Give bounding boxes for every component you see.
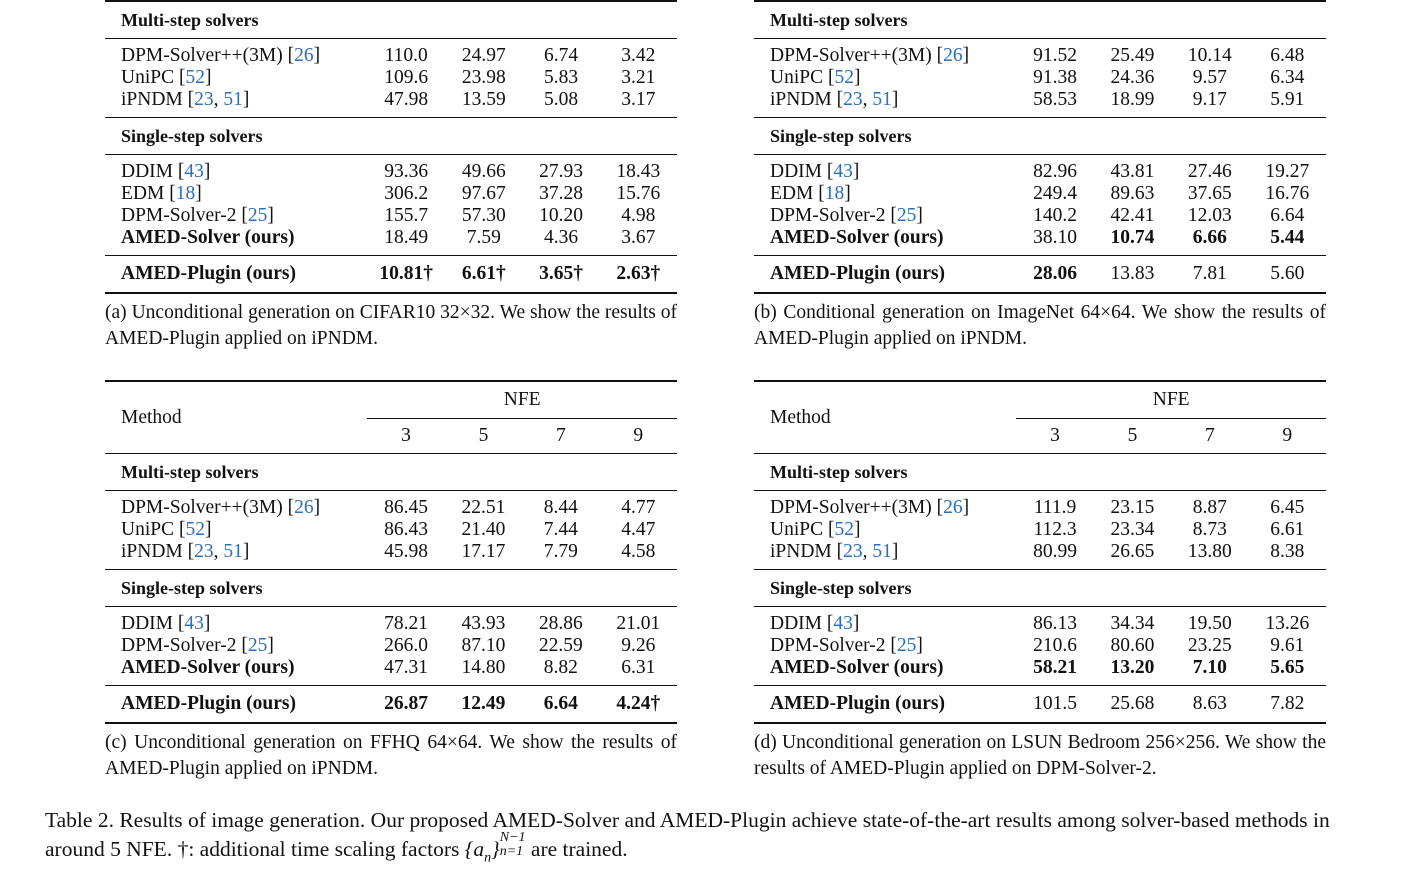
method-name: AMED-Plugin (ours) (105, 686, 367, 724)
table-row (754, 607, 1326, 636)
citation-link[interactable]: 52 (185, 519, 205, 540)
value-cell: 91.52 (1033, 45, 1077, 66)
value-cell: 18.99 (1110, 89, 1155, 110)
citation-link[interactable]: 26 (294, 497, 314, 518)
table-row (754, 519, 1326, 541)
caption-math: $\{a_n\}$ N−1 n=1 (464, 830, 526, 866)
value-cell: 43.93 (461, 613, 506, 634)
value-cell: 6.64 (522, 686, 599, 724)
value-cell: 38.10 (1033, 227, 1077, 248)
citation-link[interactable]: 51 (872, 541, 892, 562)
value-cell: 8.44 (543, 497, 578, 518)
subtable-caption: (b) Conditional generation on ImageNet 64×64. We show the results of AMED-Plugin applied on iPNDM. (754, 302, 1326, 349)
value-cell: 27.46 (1187, 161, 1232, 182)
value-cell: 42.41 (1110, 205, 1155, 226)
method-name: iPNDM [23, 51] (121, 89, 250, 110)
value-cell: 4.36 (543, 227, 579, 248)
value-cell: 6.31 (621, 657, 656, 678)
value-cell: 5.83 (543, 67, 579, 88)
value-cell: 18.49 (384, 227, 429, 248)
subtable-b (754, 0, 1326, 352)
value-cell: 17.17 (461, 541, 506, 562)
nfe-column-header: 3 (1050, 425, 1060, 446)
method-name: DPM-Solver++(3M) [26] (121, 497, 321, 518)
citation-link[interactable]: 52 (185, 67, 205, 88)
citation-link[interactable]: 43 (184, 613, 204, 634)
header-row (754, 381, 1326, 419)
section-header-row (105, 454, 677, 491)
table-row (754, 183, 1326, 205)
table-row (754, 155, 1326, 184)
method-name: AMED-Solver (ours) (770, 657, 944, 678)
table-row (105, 183, 677, 205)
value-cell: 23.15 (1110, 497, 1155, 518)
citation-link[interactable]: 23 (194, 89, 214, 110)
citation-link[interactable]: 23 (843, 89, 863, 110)
value-cell: 8.73 (1192, 519, 1227, 540)
section-header-row (105, 1, 677, 39)
value-cell: 4.77 (621, 497, 656, 518)
value-cell: 27.93 (539, 161, 583, 182)
nfe-column-header: 9 (633, 425, 644, 446)
value-cell: 9.57 (1192, 67, 1227, 88)
table-row (754, 39, 1326, 68)
results-table (105, 380, 677, 724)
value-cell: 6.64 (1270, 205, 1305, 226)
value-cell: 8.82 (543, 657, 578, 678)
table-row (105, 519, 677, 541)
citation-link[interactable]: 26 (943, 497, 963, 518)
subtable-c (105, 380, 677, 782)
value-cell: 13.80 (1187, 541, 1232, 562)
method-name: UniPC [52] (121, 67, 212, 88)
table-row (105, 227, 677, 256)
section-header-row (754, 1, 1326, 39)
value-cell: 7.44 (543, 519, 578, 540)
value-cell: 26.65 (1110, 541, 1155, 562)
table-row (754, 491, 1326, 520)
method-name: DPM-Solver++(3M) [26] (770, 497, 970, 518)
citation-link[interactable]: 51 (223, 541, 243, 562)
citation-link[interactable]: 25 (247, 205, 268, 226)
value-cell: 3.67 (621, 227, 656, 248)
method-name: DPM-Solver++(3M) [26] (121, 45, 321, 66)
table-row (754, 67, 1326, 89)
table-row (754, 635, 1326, 657)
nfe-column-header: 5 (1127, 425, 1138, 446)
method-name: UniPC [52] (770, 519, 861, 540)
nfe-column-header: 7 (555, 425, 566, 446)
value-cell: 9.17 (1192, 89, 1227, 110)
table-row (754, 541, 1326, 570)
value-cell: 2.63† (600, 256, 677, 294)
method-name: EDM [18] (121, 183, 202, 204)
value-cell: 10.74 (1110, 227, 1155, 248)
value-cell: 7.10 (1192, 657, 1227, 678)
table-row (754, 205, 1326, 227)
value-cell: 18.43 (616, 161, 661, 182)
value-cell: 7.79 (543, 541, 578, 562)
method-name: DDIM [43] (770, 161, 860, 182)
citation-link[interactable]: 52 (834, 67, 854, 88)
header-row (105, 381, 677, 419)
value-cell: 80.60 (1110, 635, 1155, 656)
citation-link[interactable]: 43 (184, 161, 204, 182)
table-row (754, 227, 1326, 256)
citation-link[interactable]: 26 (943, 45, 963, 66)
section-header-row (105, 118, 677, 155)
plugin-row (105, 686, 677, 724)
value-cell: 86.45 (384, 497, 428, 518)
value-cell: 86.43 (384, 519, 428, 540)
value-cell: 111.9 (1033, 497, 1077, 518)
section-title: Multi-step solvers (105, 454, 677, 491)
value-cell: 23.25 (1187, 635, 1232, 656)
value-cell: 25.68 (1094, 686, 1171, 724)
value-cell: 58.21 (1033, 657, 1077, 678)
value-cell: 112.3 (1033, 519, 1077, 540)
method-name: DDIM [43] (121, 161, 211, 182)
citation-link[interactable]: 43 (833, 161, 853, 182)
value-cell: 45.98 (384, 541, 428, 562)
table-row (105, 89, 677, 118)
value-cell: 5.44 (1270, 227, 1305, 248)
value-cell: 22.51 (461, 497, 506, 518)
value-cell: 91.38 (1033, 67, 1077, 88)
value-cell: 24.97 (461, 45, 506, 66)
value-cell: 57.30 (461, 205, 506, 226)
citation-link[interactable]: 23 (194, 541, 214, 562)
value-cell: 12.03 (1187, 205, 1232, 226)
section-title: Multi-step solvers (105, 1, 677, 39)
value-cell: 86.13 (1033, 613, 1077, 634)
value-cell: 12.49 (445, 686, 522, 724)
results-table (105, 0, 677, 294)
value-cell: 9.61 (1270, 635, 1305, 656)
value-cell: 6.61 (1270, 519, 1305, 540)
subtable-caption: (a) Unconditional generation on CIFAR10 32×32. We show the results of AMED-Plugin applied on iPNDM. (105, 302, 677, 349)
citation-link[interactable]: 23 (843, 541, 863, 562)
value-cell: 43.81 (1110, 161, 1155, 182)
value-cell: 5.91 (1270, 89, 1305, 110)
method-name: iPNDM [23, 51] (770, 89, 899, 110)
results-table (754, 0, 1326, 294)
value-cell: 3.42 (621, 45, 656, 66)
citation-link[interactable]: 26 (294, 45, 314, 66)
value-cell: 47.98 (384, 89, 429, 110)
value-cell: 19.27 (1265, 161, 1310, 182)
value-cell: 9.26 (621, 635, 656, 656)
value-cell: 28.86 (538, 613, 583, 634)
nfe-header: NFE (1016, 381, 1326, 419)
method-name: DDIM [43] (770, 613, 860, 634)
table-row (105, 657, 677, 686)
table-row (754, 657, 1326, 686)
value-cell: 4.24† (600, 686, 677, 724)
value-cell: 14.80 (461, 657, 506, 678)
value-cell: 15.76 (616, 183, 661, 204)
section-title: Multi-step solvers (754, 1, 1326, 39)
value-cell: 306.2 (384, 183, 429, 204)
section-title: Single-step solvers (105, 118, 677, 155)
nfe-column-header: 9 (1282, 425, 1293, 446)
value-cell: 6.66 (1192, 227, 1227, 248)
method-name: UniPC [52] (121, 519, 212, 540)
value-cell: 140.2 (1033, 205, 1077, 226)
value-cell: 8.38 (1270, 541, 1305, 562)
section-title: Single-step solvers (754, 570, 1326, 607)
value-cell: 7.82 (1249, 686, 1326, 724)
value-cell: 49.66 (461, 161, 506, 182)
subtable-d (754, 380, 1326, 782)
table-row (105, 607, 677, 636)
citation-link[interactable]: 25 (896, 635, 917, 656)
table-row (105, 67, 677, 89)
section-title: Single-step solvers (754, 118, 1326, 155)
value-cell: 93.36 (384, 161, 429, 182)
value-cell: 19.50 (1187, 613, 1232, 634)
value-cell: 26.87 (367, 686, 444, 724)
subtable-caption: (d) Unconditional generation on LSUN Bedroom 256×256. We show the results of AMED-Plugin applied on DPM-Solver-2. (754, 732, 1326, 779)
table-row (105, 635, 677, 657)
method-name: iPNDM [23, 51] (121, 541, 250, 562)
nfe-column-header: 5 (478, 425, 489, 446)
value-cell: 82.96 (1033, 161, 1077, 182)
subtable-a (105, 0, 677, 352)
value-cell: 4.47 (621, 519, 656, 540)
value-cell: 21.01 (616, 613, 661, 634)
value-cell: 25.49 (1110, 45, 1155, 66)
citation-link[interactable]: 51 (223, 89, 243, 110)
table-caption-text: Table 2. Results of image generation. Our proposed AMED-Solver and AMED-Plugin achieve state-of-the-art results among solver-based methods in around 5 NFE. †: additional time scaling factors (45, 808, 1330, 861)
value-cell: 87.10 (461, 635, 506, 656)
value-cell: 10.20 (539, 205, 583, 226)
value-cell: 7.81 (1171, 256, 1248, 294)
table-caption-end: are trained. (525, 837, 628, 861)
value-cell: 24.36 (1110, 67, 1155, 88)
value-cell: 34.34 (1110, 613, 1155, 634)
value-cell: 10.14 (1187, 45, 1232, 66)
value-cell: 5.65 (1270, 657, 1305, 678)
value-cell: 5.08 (543, 89, 579, 110)
value-cell: 8.87 (1192, 497, 1227, 518)
method-name: AMED-Plugin (ours) (105, 256, 367, 294)
value-cell: 80.99 (1033, 541, 1077, 562)
value-cell: 58.53 (1033, 89, 1077, 110)
table-row (105, 205, 677, 227)
value-cell: 109.6 (384, 67, 429, 88)
value-cell: 3.21 (621, 67, 656, 88)
results-table (754, 380, 1326, 724)
method-name: DPM-Solver-2 [25] (770, 635, 923, 656)
value-cell: 101.5 (1016, 686, 1093, 724)
method-header: Method (754, 381, 1016, 454)
method-name: AMED-Solver (ours) (770, 227, 944, 248)
method-name: iPNDM [23, 51] (770, 541, 899, 562)
value-cell: 5.60 (1249, 256, 1326, 294)
citation-link[interactable]: 52 (834, 519, 854, 540)
section-title: Single-step solvers (105, 570, 677, 607)
method-name: DPM-Solver-2 [25] (121, 635, 274, 656)
table-row (105, 39, 677, 68)
method-name: DPM-Solver-2 [25] (770, 205, 923, 226)
value-cell: 6.45 (1270, 497, 1305, 518)
method-name: UniPC [52] (770, 67, 861, 88)
value-cell: 6.74 (543, 45, 579, 66)
method-name: EDM [18] (770, 183, 851, 204)
value-cell: 37.65 (1187, 183, 1232, 204)
value-cell: 8.63 (1171, 686, 1248, 724)
value-cell: 16.76 (1265, 183, 1310, 204)
value-cell: 110.0 (384, 45, 428, 66)
plugin-row (105, 256, 677, 294)
value-cell: 37.28 (539, 183, 583, 204)
nfe-header: NFE (367, 381, 677, 419)
table-row (105, 491, 677, 520)
value-cell: 13.26 (1265, 613, 1310, 634)
nfe-column-header: 7 (1204, 425, 1215, 446)
table-row (105, 541, 677, 570)
value-cell: 89.63 (1110, 183, 1155, 204)
value-cell: 6.34 (1270, 67, 1305, 88)
section-title: Multi-step solvers (754, 454, 1326, 491)
citation-link[interactable]: 18 (824, 183, 845, 204)
value-cell: 4.98 (621, 205, 656, 226)
value-cell: 3.17 (621, 89, 656, 110)
value-cell: 13.83 (1094, 256, 1171, 294)
value-cell: 4.58 (621, 541, 656, 562)
value-cell: 47.31 (384, 657, 428, 678)
method-header: Method (105, 381, 367, 454)
section-header-row (754, 118, 1326, 155)
section-header-row (754, 454, 1326, 491)
method-name: AMED-Plugin (ours) (754, 686, 1016, 724)
section-header-row (105, 570, 677, 607)
value-cell: 97.67 (461, 183, 506, 204)
method-name: DDIM [43] (121, 613, 211, 634)
table-caption (45, 806, 1375, 872)
citation-link[interactable]: 51 (872, 89, 892, 110)
method-name: AMED-Solver (ours) (121, 227, 295, 248)
value-cell: 266.0 (384, 635, 428, 656)
table-row (754, 89, 1326, 118)
value-cell: 210.6 (1033, 635, 1077, 656)
value-cell: 23.98 (461, 67, 506, 88)
value-cell: 28.06 (1016, 256, 1093, 294)
value-cell: 21.40 (461, 519, 506, 540)
value-cell: 13.20 (1110, 657, 1155, 678)
value-cell: 22.59 (538, 635, 583, 656)
value-cell: 6.48 (1270, 45, 1305, 66)
value-cell: 23.34 (1110, 519, 1155, 540)
citation-link[interactable]: 25 (896, 205, 917, 226)
citation-link[interactable]: 25 (247, 635, 268, 656)
value-cell: 10.81† (367, 256, 445, 294)
method-name: DPM-Solver++(3M) [26] (770, 45, 970, 66)
method-name: AMED-Solver (ours) (121, 657, 295, 678)
method-name: DPM-Solver-2 [25] (121, 205, 274, 226)
method-name: AMED-Plugin (ours) (754, 256, 1016, 294)
subtable-caption: (c) Unconditional generation on FFHQ 64×64. We show the results of AMED-Plugin applied on iPNDM. (105, 732, 677, 779)
section-header-row (754, 570, 1326, 607)
plugin-row (754, 256, 1326, 294)
value-cell: 6.61† (445, 256, 522, 294)
citation-link[interactable]: 18 (175, 183, 196, 204)
value-cell: 249.4 (1033, 183, 1077, 204)
value-cell: 3.65† (522, 256, 599, 294)
value-cell: 13.59 (461, 89, 506, 110)
value-cell: 78.21 (384, 613, 428, 634)
plugin-row (754, 686, 1326, 724)
value-cell: 7.59 (466, 227, 501, 248)
nfe-column-header: 3 (401, 425, 411, 446)
value-cell: 155.7 (384, 205, 429, 226)
citation-link[interactable]: 43 (833, 613, 853, 634)
table-row (105, 155, 677, 184)
